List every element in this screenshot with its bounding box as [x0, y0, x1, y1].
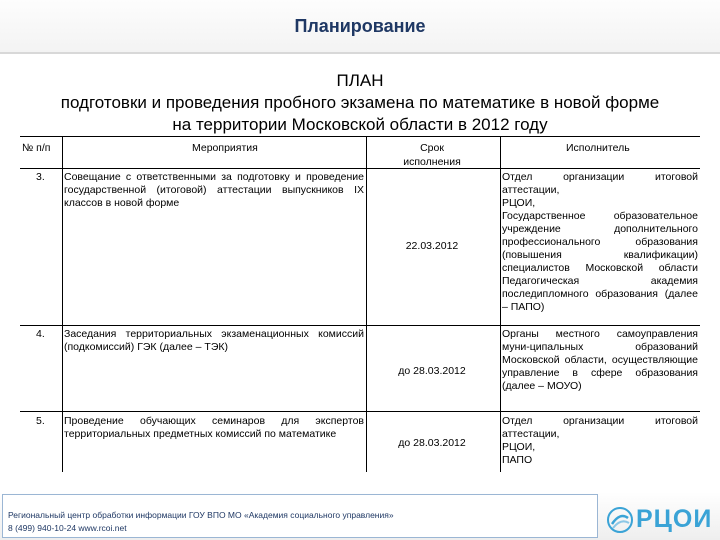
row-activity: Заседания территориальных экзаменационных комиссий (подкомиссий) ГЭК (далее – ТЭК): [64, 328, 364, 353]
col-separator: [366, 136, 367, 472]
row-number: 3.: [36, 171, 45, 183]
footer-organization: Региональный центр обработки информации ГОУ ВПО МО «Академия социального управления»: [8, 510, 394, 520]
slide-header: [0, 0, 720, 54]
row-separator: [20, 325, 700, 326]
rcoi-logo-text: РЦОИ: [636, 505, 713, 533]
rcoi-logo: [606, 504, 718, 538]
row-activity: Проведение обучающих семинаров для экспертов территориальных предметных комиссий по математике: [64, 415, 364, 440]
row-executor: Отдел организации итоговой аттестации, РЦОИ, Государственное образовательное учреждение дополнительного профессионального образования (повышения квалификации) специалистов Московской области Педагогическая академия последипломного образования (далее – ПАПО): [502, 171, 698, 313]
row-deadline: до 28.03.2012: [398, 365, 466, 377]
column-header-activity: Мероприятия: [192, 142, 258, 154]
row-separator: [20, 411, 700, 412]
column-header-deadline: Срок исполнения: [403, 142, 461, 168]
table-top-rule: [20, 136, 700, 137]
plan-title: ПЛАН: [336, 71, 384, 90]
row-executor: Органы местного самоуправления муни-ципальных образований Московской области, осуществляющие управление в сфере образования (далее – МОУО): [502, 328, 698, 392]
plan-subtitle-line1: подготовки и проведения пробного экзамена по математике в новой форме: [60, 93, 660, 112]
rcoi-logo-icon: [606, 506, 634, 534]
row-deadline: до 28.03.2012: [398, 437, 466, 449]
row-deadline: 22.03.2012: [405, 240, 459, 252]
slide-title: Планирование: [294, 16, 426, 36]
footer-contacts: 8 (499) 940-10-24 www.rcoi.net: [8, 523, 127, 533]
column-header-num: № п/п: [22, 142, 51, 154]
column-header-executor: Исполнитель: [566, 142, 630, 154]
row-executor: Отдел организации итоговой аттестации, РЦОИ, ПАПО: [502, 415, 698, 466]
row-activity: Совещание с ответственными за подготовку и проведение государственной (итоговой) аттестации выпускников IX классов в новой форме: [64, 171, 364, 209]
col-separator: [500, 136, 501, 472]
table-header-rule: [20, 168, 700, 169]
col-separator: [62, 136, 63, 472]
row-number: 5.: [36, 415, 45, 427]
row-number: 4.: [36, 328, 45, 340]
plan-subtitle-line2: на территории Московской области в 2012 году: [172, 115, 548, 134]
